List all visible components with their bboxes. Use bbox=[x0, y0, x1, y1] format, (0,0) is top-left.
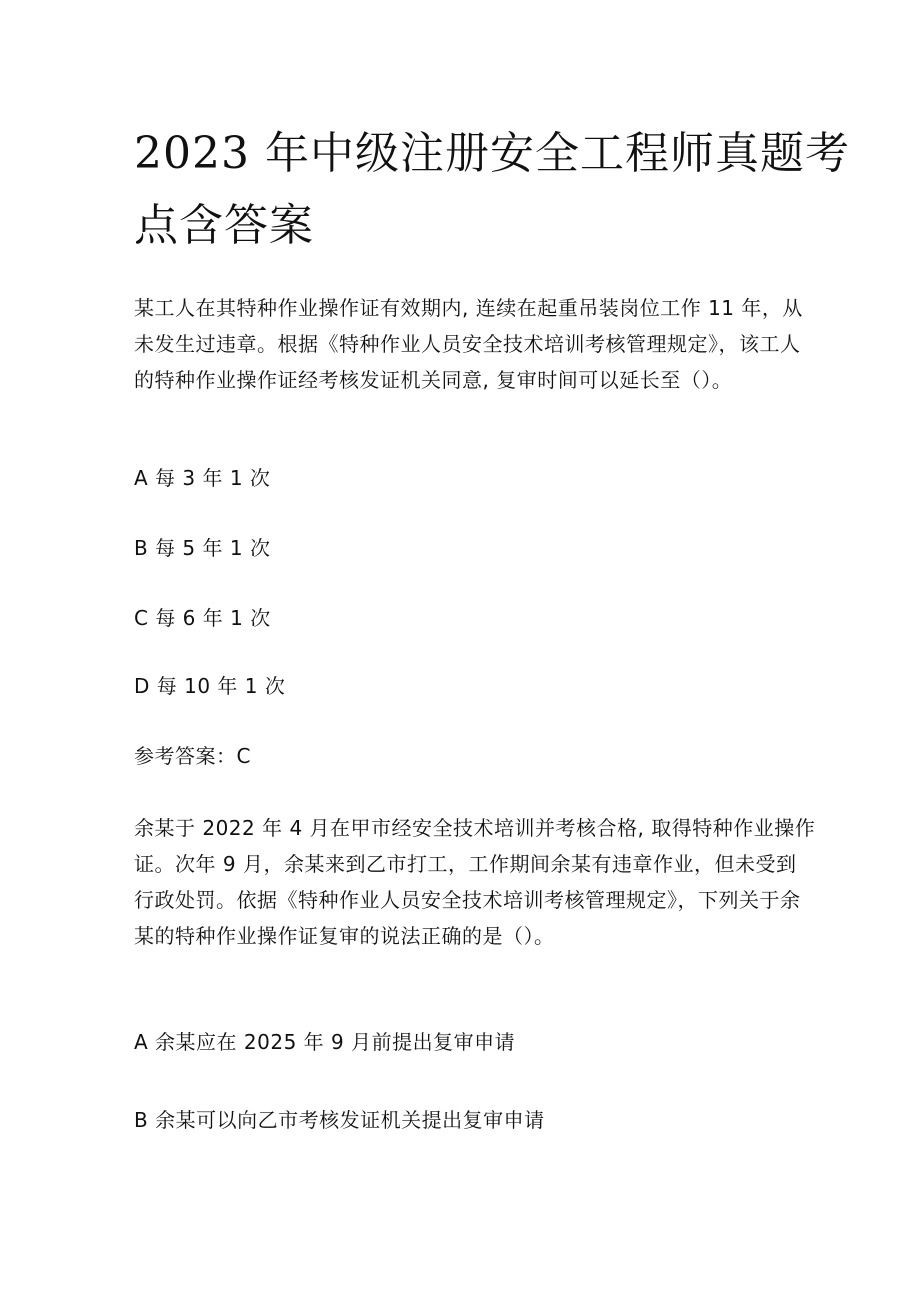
question-1-option-c: C 每 6 年 1 次 bbox=[134, 606, 271, 630]
question-2-line: 余某于 2022 年 4 月在甲市经安全技术培训并考核合格, 取得特种作业操作 bbox=[134, 816, 816, 840]
question-1-answer: 参考答案：C bbox=[134, 744, 251, 768]
question-1-line: 某工人在其特种作业操作证有效期内, 连续在起重吊装岗位工作 11 年，从 bbox=[134, 296, 803, 320]
title-line-1: 2023 年中级注册安全工程师真题考 bbox=[134, 128, 850, 179]
document-title bbox=[134, 118, 850, 262]
question-2-line: 某的特种作业操作证复审的说法正确的是（）。 bbox=[134, 924, 555, 948]
question-1-line: 的特种作业操作证经考核发证机关同意, 复审时间可以延长至（）。 bbox=[134, 368, 733, 392]
question-1-option-d: D 每 10 年 1 次 bbox=[134, 674, 286, 698]
title-line-2: 点含答案 bbox=[134, 200, 314, 251]
question-2-stem bbox=[134, 810, 816, 954]
question-2-option-a: A 余某应在 2025 年 9 月前提出复审申请 bbox=[134, 1030, 516, 1054]
question-2-option-b: B 余某可以向乙市考核发证机关提出复审申请 bbox=[134, 1108, 545, 1132]
question-2-line: 证。次年 9 月，余某来到乙市打工，工作期间余某有违章作业，但未受到 bbox=[134, 852, 797, 876]
question-1-option-b: B 每 5 年 1 次 bbox=[134, 536, 271, 560]
question-1-stem bbox=[134, 290, 803, 398]
question-2-line: 行政处罚。依据《特种作业人员安全技术培训考核管理规定》，下列关于余 bbox=[134, 888, 801, 912]
question-1-line: 未发生过违章。根据《特种作业人员安全技术培训考核管理规定》，该工人 bbox=[134, 332, 801, 356]
question-1-option-a: A 每 3 年 1 次 bbox=[134, 466, 271, 490]
